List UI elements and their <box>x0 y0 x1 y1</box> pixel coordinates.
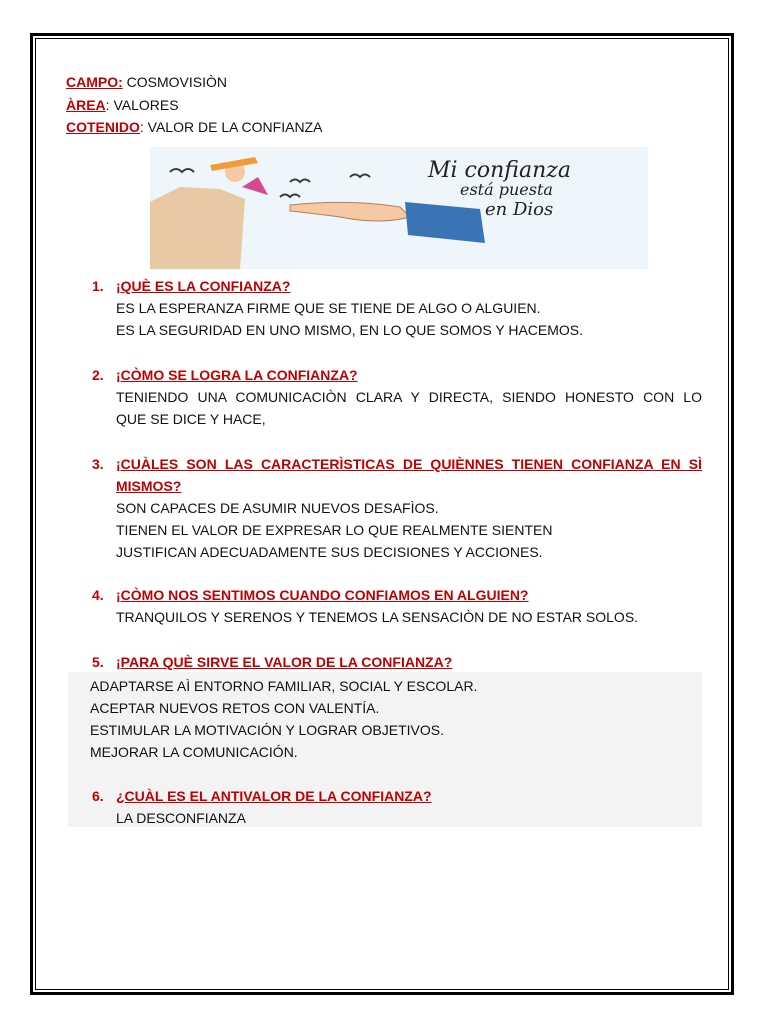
answer-line: MEJORAR LA COMUNICACIÓN. <box>90 744 298 760</box>
question-number: 6. <box>92 788 104 804</box>
question-title: ¡CÒMO SE LOGRA LA CONFIANZA? <box>116 367 358 383</box>
question-title: ¡CÒMO NOS SENTIMOS CUANDO CONFIAMOS EN ALGUIEN? <box>116 587 529 603</box>
answer-line: LA DESCONFIANZA <box>116 810 246 826</box>
question-5-answers <box>90 675 477 763</box>
answer-line: TRANQUILOS Y SERENOS Y TENEMOS LA SENSACIÒN DE NO ESTAR SOLOS. <box>116 609 639 625</box>
question-4 <box>92 584 702 628</box>
question-6 <box>92 785 702 829</box>
area-label: ÀREA <box>66 96 106 113</box>
question-title: ¡QUÈ ES LA CONFIANZA? <box>116 278 291 294</box>
cliff-shape <box>150 187 245 269</box>
answer-line: ESTIMULAR LA MOTIVACIÓN Y LOGRAR OBJETIVOS. <box>90 722 444 738</box>
campo-line <box>66 71 322 94</box>
answer-line: ES LA SEGURIDAD EN UNO MISMO, EN LO QUE SOMOS Y HACEMOS. <box>116 322 584 338</box>
contenido-label: COTENIDO <box>66 119 140 135</box>
question-title-line2: MISMOS? <box>116 478 182 494</box>
question-1 <box>92 275 702 341</box>
answer-line: SON CAPACES DE ASUMIR NUEVOS DESAFÌOS. <box>116 500 439 516</box>
question-number: 2. <box>92 367 104 383</box>
campo-value: COSMOVISIÒN <box>122 74 228 90</box>
question-number: 5. <box>92 654 104 670</box>
question-5 <box>92 651 702 673</box>
question-number: 3. <box>92 456 104 472</box>
question-3 <box>92 453 702 563</box>
question-title-line1: ¡CUÀLES SON LAS CARACTERÌSTICAS DE QUIÈNNES TIENEN CONFIANZA EN SÌ <box>116 456 702 472</box>
question-number: 4. <box>92 587 104 603</box>
trust-illustration <box>150 147 648 269</box>
answer-line: ADAPTARSE AÌ ENTORNO FAMILIAR, SOCIAL Y ESCOLAR. <box>90 678 478 694</box>
question-number: 1. <box>92 278 104 294</box>
area-line <box>66 94 322 117</box>
answer-line: ES LA ESPERANZA FIRME QUE SE TIENE DE ALGO O ALGUIEN. <box>116 300 541 316</box>
answer-line: TIENEN EL VALOR DE EXPRESAR LO QUE REALMENTE SIENTEN <box>116 522 553 538</box>
answer-line: QUE SE DICE Y HACE, <box>116 411 266 427</box>
contenido-value: : VALOR DE LA CONFIANZA <box>139 119 323 135</box>
illustration-caption-line1: Mi confianza <box>428 158 571 183</box>
illustration-caption-line3: en Dios <box>485 199 554 220</box>
contenido-line <box>66 116 322 139</box>
answer-line: TENIENDO UNA COMUNICACIÒN CLARA Y DIRECTA, SIENDO HONESTO CON LO <box>116 389 702 405</box>
area-value: : VALORES <box>105 96 179 113</box>
answer-line: ACEPTAR NUEVOS RETOS CON VALENTÍA. <box>90 700 380 716</box>
document-header <box>66 71 322 139</box>
illustration-caption-line2: está puesta <box>460 180 553 199</box>
question-title: ¡PARA QUÈ SIRVE EL VALOR DE LA CONFIANZA? <box>116 654 453 670</box>
campo-label: CAMPO: <box>66 74 123 90</box>
question-2 <box>92 364 702 430</box>
answer-line: JUSTIFICAN ADECUADAMENTE SUS DECISIONES Y ACCIONES. <box>116 544 543 560</box>
question-title: ¿CUÀL ES EL ANTIVALOR DE LA CONFIANZA? <box>116 788 432 804</box>
